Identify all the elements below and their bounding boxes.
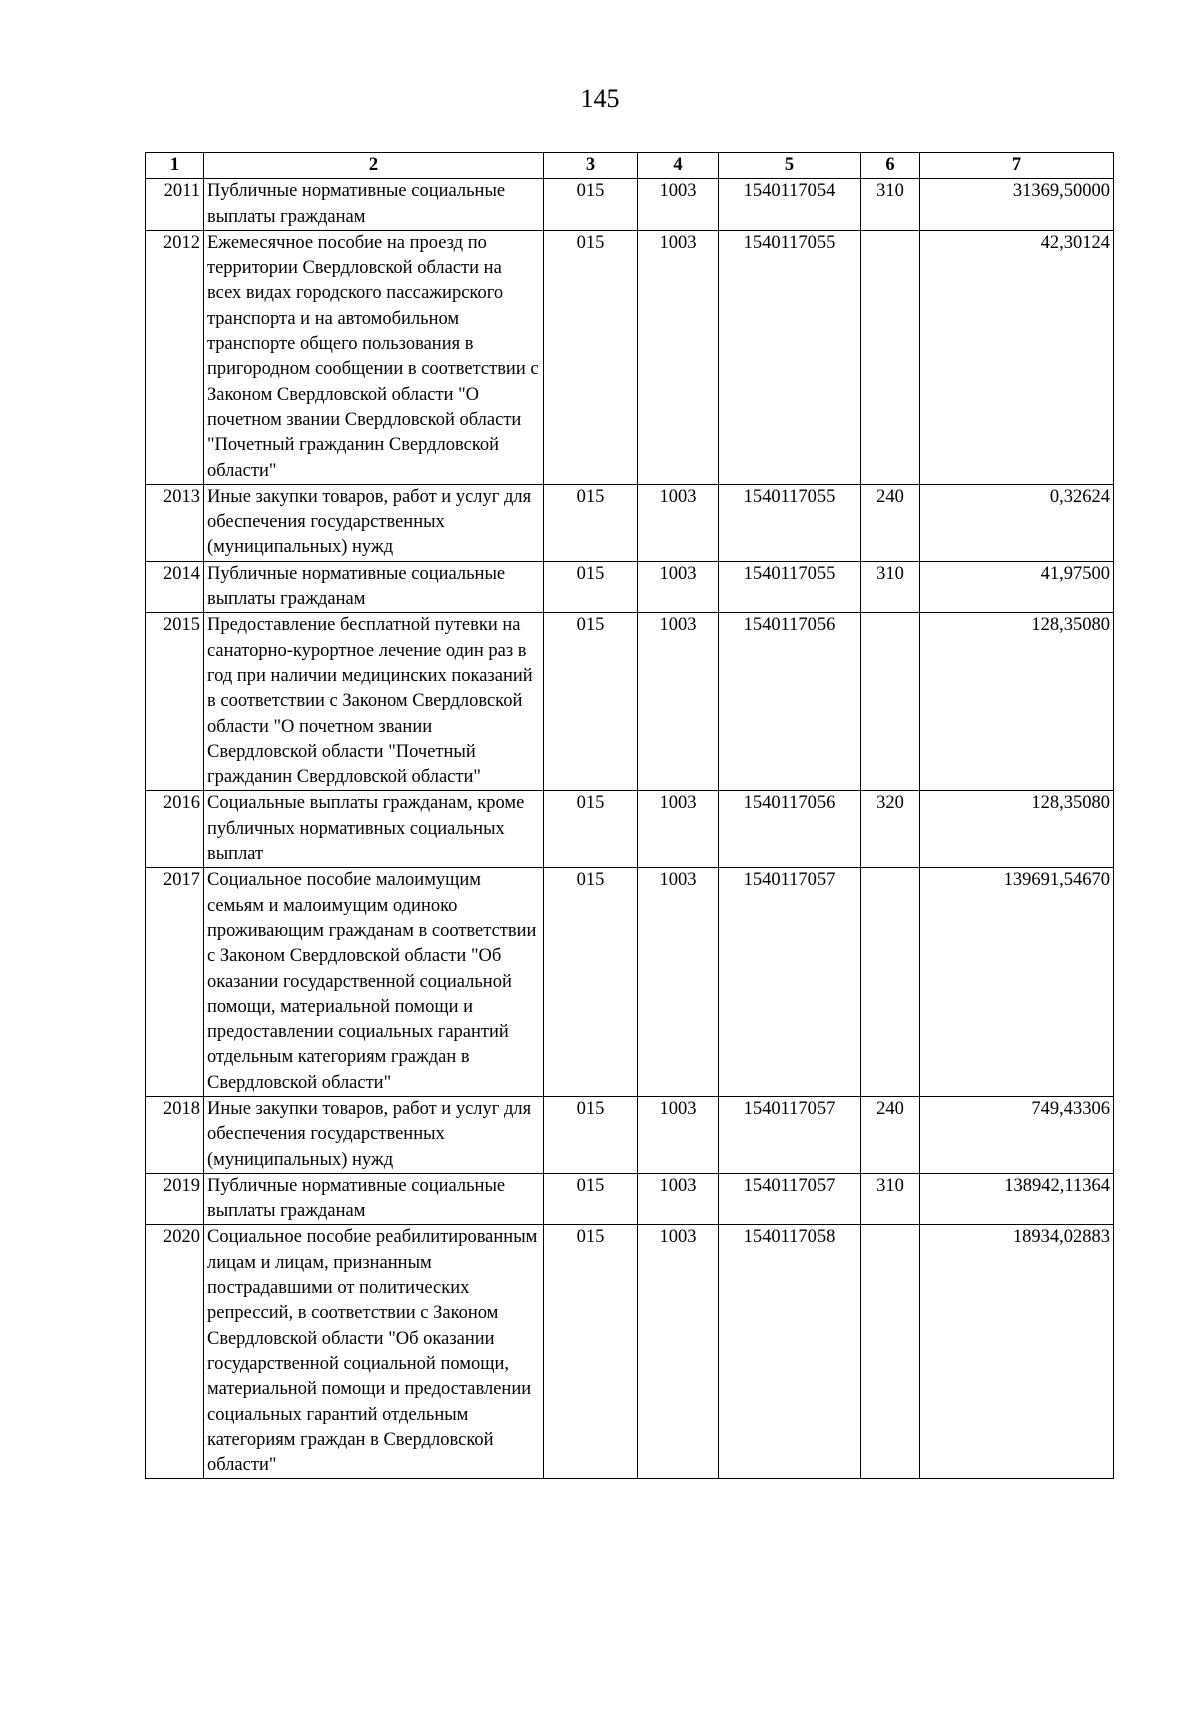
item-name-cell: Социальные выплаты гражданам, кроме публичных нормативных социальных выплат [204, 791, 544, 868]
column-header: 4 [638, 153, 719, 179]
target-article-cell: 1540117058 [719, 1225, 861, 1479]
column-header: 6 [861, 153, 920, 179]
row-number-cell: 2019 [146, 1173, 204, 1225]
section-code-cell: 1003 [638, 868, 719, 1097]
expense-type-cell [861, 613, 920, 791]
amount-cell: 41,97500 [920, 561, 1114, 613]
item-name-cell: Иные закупки товаров, работ и услуг для обеспечения государственных (муниципальных) нужд [204, 1096, 544, 1173]
expense-type-cell: 310 [861, 179, 920, 231]
table-row [146, 561, 1114, 613]
target-article-cell: 1540117055 [719, 484, 861, 561]
table-row [146, 791, 1114, 868]
target-article-cell: 1540117056 [719, 791, 861, 868]
expense-type-cell: 310 [861, 1173, 920, 1225]
amount-cell: 42,30124 [920, 230, 1114, 484]
admin-code-cell: 015 [544, 868, 638, 1097]
row-number-cell: 2011 [146, 179, 204, 231]
column-header: 2 [204, 153, 544, 179]
section-code-cell: 1003 [638, 791, 719, 868]
table-row [146, 230, 1114, 484]
item-name-cell: Публичные нормативные социальные выплаты гражданам [204, 561, 544, 613]
expense-type-cell: 320 [861, 791, 920, 868]
admin-code-cell: 015 [544, 561, 638, 613]
admin-code-cell: 015 [544, 1225, 638, 1479]
target-article-cell: 1540117057 [719, 1096, 861, 1173]
table-row [146, 179, 1114, 231]
section-code-cell: 1003 [638, 1096, 719, 1173]
section-code-cell: 1003 [638, 561, 719, 613]
column-header: 7 [920, 153, 1114, 179]
table-row [146, 484, 1114, 561]
amount-cell: 128,35080 [920, 791, 1114, 868]
target-article-cell: 1540117055 [719, 230, 861, 484]
table-row [146, 868, 1114, 1097]
amount-cell: 139691,54670 [920, 868, 1114, 1097]
admin-code-cell: 015 [544, 1096, 638, 1173]
section-code-cell: 1003 [638, 484, 719, 561]
target-article-cell: 1540117054 [719, 179, 861, 231]
column-header: 1 [146, 153, 204, 179]
section-code-cell: 1003 [638, 1225, 719, 1479]
table-row [146, 1096, 1114, 1173]
item-name-cell: Публичные нормативные социальные выплаты гражданам [204, 179, 544, 231]
column-header: 5 [719, 153, 861, 179]
target-article-cell: 1540117056 [719, 613, 861, 791]
amount-cell: 31369,50000 [920, 179, 1114, 231]
amount-cell: 0,32624 [920, 484, 1114, 561]
item-name-cell: Ежемесячное пособие на проезд по территории Свердловской области на всех видах городского пассажирского транспорта и на автомобильном транспорте общего пользования в пригородном сообщении в соответствии с Законом Свердловской области "О почетном звании Свердловской области "Почетный гражданин Свердловской области" [204, 230, 544, 484]
page-number: 145 [580, 84, 620, 113]
column-header: 3 [544, 153, 638, 179]
amount-cell: 18934,02883 [920, 1225, 1114, 1479]
expense-type-cell [861, 868, 920, 1097]
row-number-cell: 2012 [146, 230, 204, 484]
admin-code-cell: 015 [544, 791, 638, 868]
item-name-cell: Социальное пособие реабилитированным лицам и лицам, признанным пострадавшими от политических репрессий, в соответствии с Законом Свердловской области "Об оказании государственной социальной помощи, материальной помощи и предоставлении социальных гарантий отдельным категориям граждан в Свердловской области" [204, 1225, 544, 1479]
admin-code-cell: 015 [544, 484, 638, 561]
item-name-cell: Иные закупки товаров, работ и услуг для обеспечения государственных (муниципальных) нужд [204, 484, 544, 561]
row-number-cell: 2015 [146, 613, 204, 791]
expense-type-cell: 240 [861, 1096, 920, 1173]
target-article-cell: 1540117057 [719, 1173, 861, 1225]
admin-code-cell: 015 [544, 230, 638, 484]
table-row [146, 613, 1114, 791]
section-code-cell: 1003 [638, 179, 719, 231]
row-number-cell: 2017 [146, 868, 204, 1097]
table-header-row [146, 153, 1114, 179]
admin-code-cell: 015 [544, 179, 638, 231]
budget-table [145, 152, 1114, 1479]
section-code-cell: 1003 [638, 613, 719, 791]
item-name-cell: Социальное пособие малоимущим семьям и малоимущим одиноко проживающим гражданам в соответствии с Законом Свердловской области "Об оказании государственной социальной помощи, материальной помощи и предоставлении социальных гарантий отдельным категориям граждан в Свердловской области" [204, 868, 544, 1097]
expense-type-cell: 240 [861, 484, 920, 561]
row-number-cell: 2020 [146, 1225, 204, 1479]
item-name-cell: Публичные нормативные социальные выплаты гражданам [204, 1173, 544, 1225]
target-article-cell: 1540117055 [719, 561, 861, 613]
row-number-cell: 2018 [146, 1096, 204, 1173]
amount-cell: 128,35080 [920, 613, 1114, 791]
section-code-cell: 1003 [638, 230, 719, 484]
expense-type-cell: 310 [861, 561, 920, 613]
section-code-cell: 1003 [638, 1173, 719, 1225]
item-name-cell: Предоставление бесплатной путевки на санаторно-курортное лечение один раз в год при наличии медицинских показаний в соответствии с Законом Свердловской области "О почетном звании Свердловской области "Почетный гражданин Свердловской области" [204, 613, 544, 791]
target-article-cell: 1540117057 [719, 868, 861, 1097]
admin-code-cell: 015 [544, 613, 638, 791]
table-row [146, 1225, 1114, 1479]
table-row [146, 1173, 1114, 1225]
row-number-cell: 2016 [146, 791, 204, 868]
amount-cell: 749,43306 [920, 1096, 1114, 1173]
row-number-cell: 2014 [146, 561, 204, 613]
admin-code-cell: 015 [544, 1173, 638, 1225]
expense-type-cell [861, 230, 920, 484]
amount-cell: 138942,11364 [920, 1173, 1114, 1225]
row-number-cell: 2013 [146, 484, 204, 561]
expense-type-cell [861, 1225, 920, 1479]
